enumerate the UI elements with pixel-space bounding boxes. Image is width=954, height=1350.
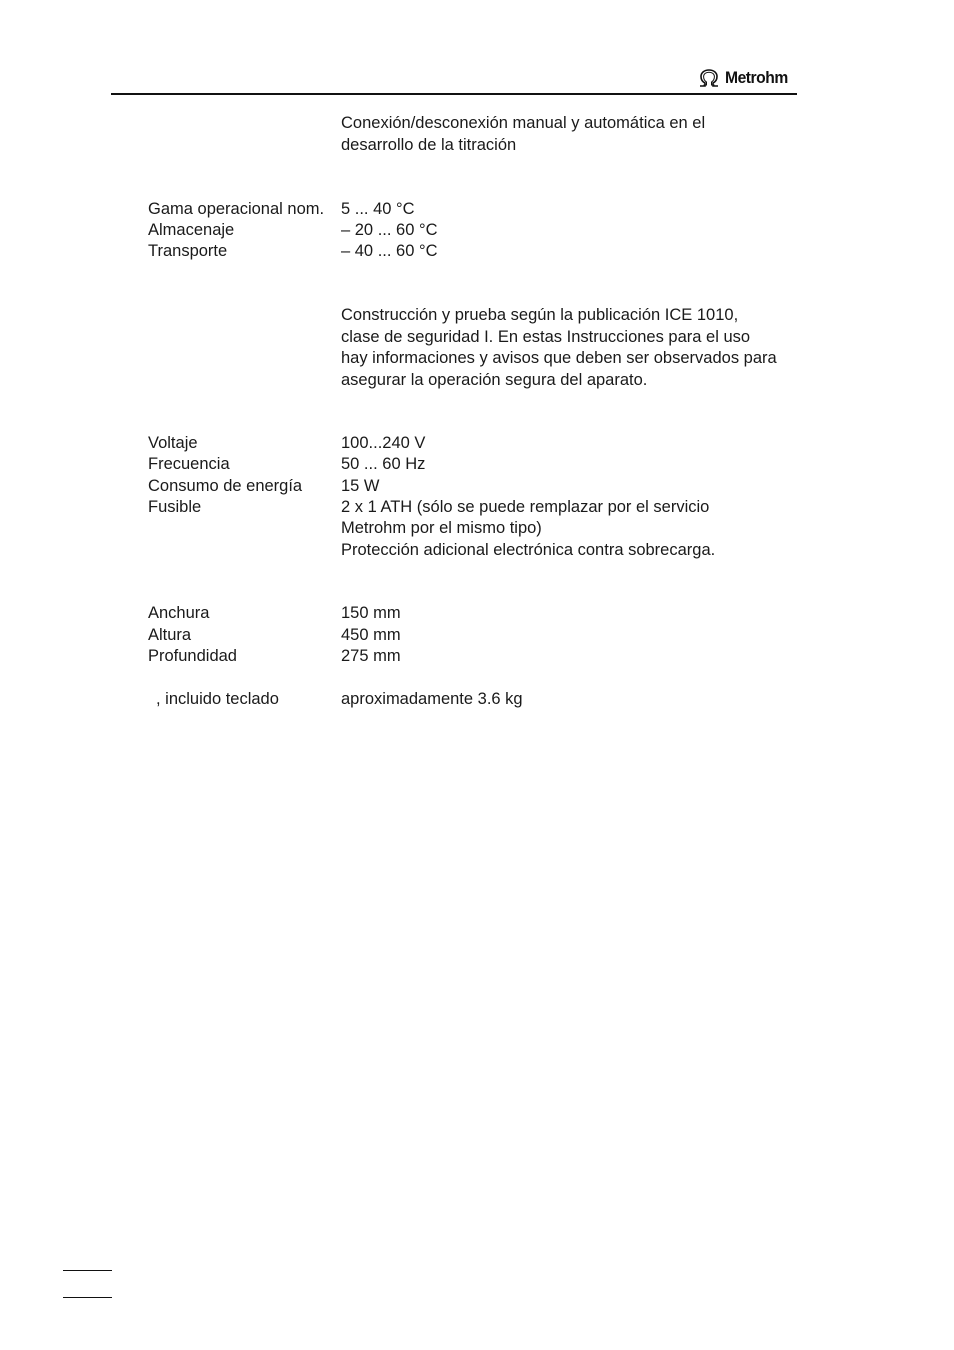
safety-line: hay informaciones y avisos que deben ser observados para xyxy=(341,349,777,367)
omega-icon xyxy=(697,68,721,88)
intro-paragraph xyxy=(341,113,705,156)
safety-line: asegurar la operación segura del aparato. xyxy=(341,370,648,389)
power-label-consumption: Consumo de energía xyxy=(148,477,303,495)
safety-paragraph xyxy=(341,305,777,391)
power-value-fuse-protection: Protección adicional electrónica contra sobrecarga. xyxy=(341,541,716,559)
weight-label: , incluido teclado xyxy=(156,690,279,708)
header-rule xyxy=(111,93,797,95)
dim-label-depth: Profundidad xyxy=(148,647,237,665)
temp-value-operating: 5 ... 40 °C xyxy=(341,200,415,218)
power-label-fuse: Fusible xyxy=(148,498,202,516)
footer-rule-top xyxy=(63,1270,112,1271)
dim-label-width: Anchura xyxy=(148,604,210,622)
power-value-voltage: 100...240 V xyxy=(341,434,426,452)
power-label-frequency: Frecuencia xyxy=(148,455,230,473)
dim-value-depth: 275 mm xyxy=(341,647,401,665)
temp-value-storage: – 20 ... 60 °C xyxy=(341,221,438,239)
power-value-consumption: 15 W xyxy=(341,477,380,495)
intro-line: desarrollo de la titración xyxy=(341,135,517,154)
dim-value-height: 450 mm xyxy=(341,626,401,644)
intro-line: Conexión/desconexión manual y automática en el xyxy=(341,114,706,132)
weight-value: aproximadamente 3.6 kg xyxy=(341,690,523,708)
footer-rule-bottom xyxy=(63,1297,112,1298)
power-value-fuse-cont: Metrohm por el mismo tipo) xyxy=(341,519,542,537)
brand-logo xyxy=(697,66,793,90)
dim-label-height: Altura xyxy=(148,626,192,644)
power-label-voltage: Voltaje xyxy=(148,434,198,452)
power-value-fuse: 2 x 1 ATH (sólo se puede remplazar por el servicio xyxy=(341,498,710,516)
temp-label-operating: Gama operacional nom. xyxy=(148,200,325,218)
dim-value-width: 150 mm xyxy=(341,604,401,622)
safety-line: clase de seguridad I. En estas Instrucciones para el uso xyxy=(341,327,751,346)
temp-label-transport: Transporte xyxy=(148,242,228,260)
safety-line: Construcción y prueba según la publicación ICE 1010, xyxy=(341,306,739,324)
brand-name: Metrohm xyxy=(725,68,788,87)
temp-label-storage: Almacenaje xyxy=(148,221,235,239)
power-value-frequency: 50 ... 60 Hz xyxy=(341,455,426,473)
temp-value-transport: – 40 ... 60 °C xyxy=(341,242,438,260)
